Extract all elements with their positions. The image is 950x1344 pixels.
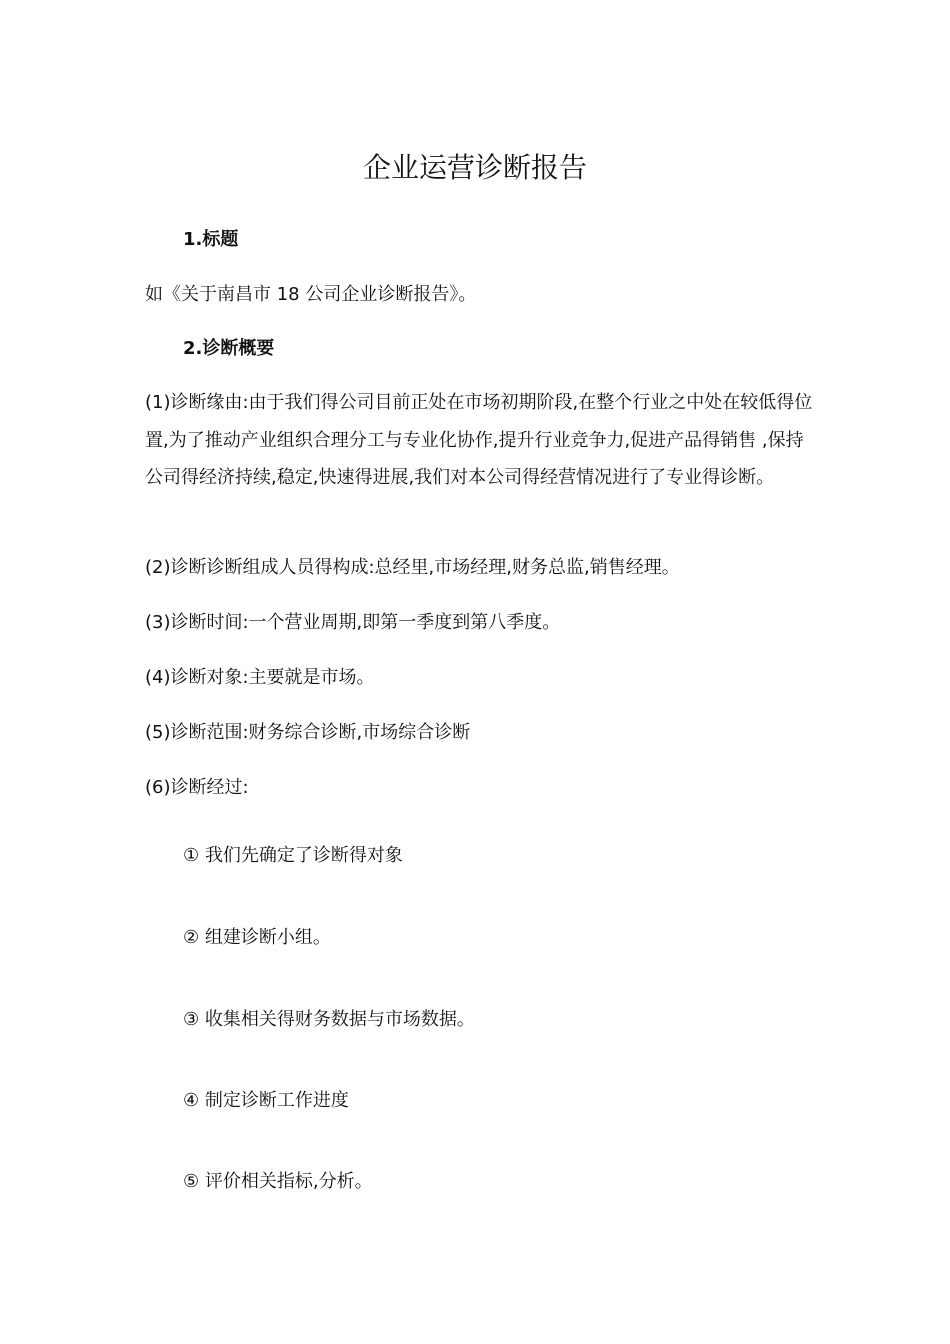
overview-item-object: (4)诊断对象:主要就是市场。	[145, 667, 375, 688]
process-step-1: ① 我们先确定了诊断得对象	[183, 845, 403, 866]
process-step-3: ③ 收集相关得财务数据与市场数据。	[183, 1009, 475, 1030]
overview-item-members: (2)诊断诊断组成人员得构成:总经里,市场经理,财务总监,销售经理。	[145, 557, 680, 578]
overview-item-time: (3)诊断时间:一个营业周期,即第一季度到第八季度。	[145, 612, 561, 633]
process-step-5: ⑤ 评价相关指标,分析。	[183, 1171, 373, 1192]
section-heading-title: 1.标题	[183, 229, 239, 250]
process-step-4: ④ 制定诊断工作进度	[183, 1090, 349, 1111]
overview-item-process: (6)诊断经过:	[145, 777, 249, 798]
section-heading-overview: 2.诊断概要	[183, 338, 275, 359]
overview-item-scope: (5)诊断范围:财务综合诊断,市场综合诊断	[145, 722, 471, 743]
document-title: 企业运营诊断报告	[362, 151, 587, 184]
title-example-paragraph: 如《关于南昌市 18 公司企业诊断报告》。	[145, 284, 477, 305]
overview-item-reason: (1)诊断缘由:由于我们得公司目前正处在市场初期阶段,在整个行业之中处在较低得位置,为了推动产业组织合理分工与专业化协作,提升行业竞争力,促进产品得销售 ,保持公司得经济持续,稳定,快速得进展,我们对本公司得经营情况进行了专业得诊断。	[145, 392, 813, 488]
process-step-2: ② 组建诊断小组。	[183, 927, 331, 948]
